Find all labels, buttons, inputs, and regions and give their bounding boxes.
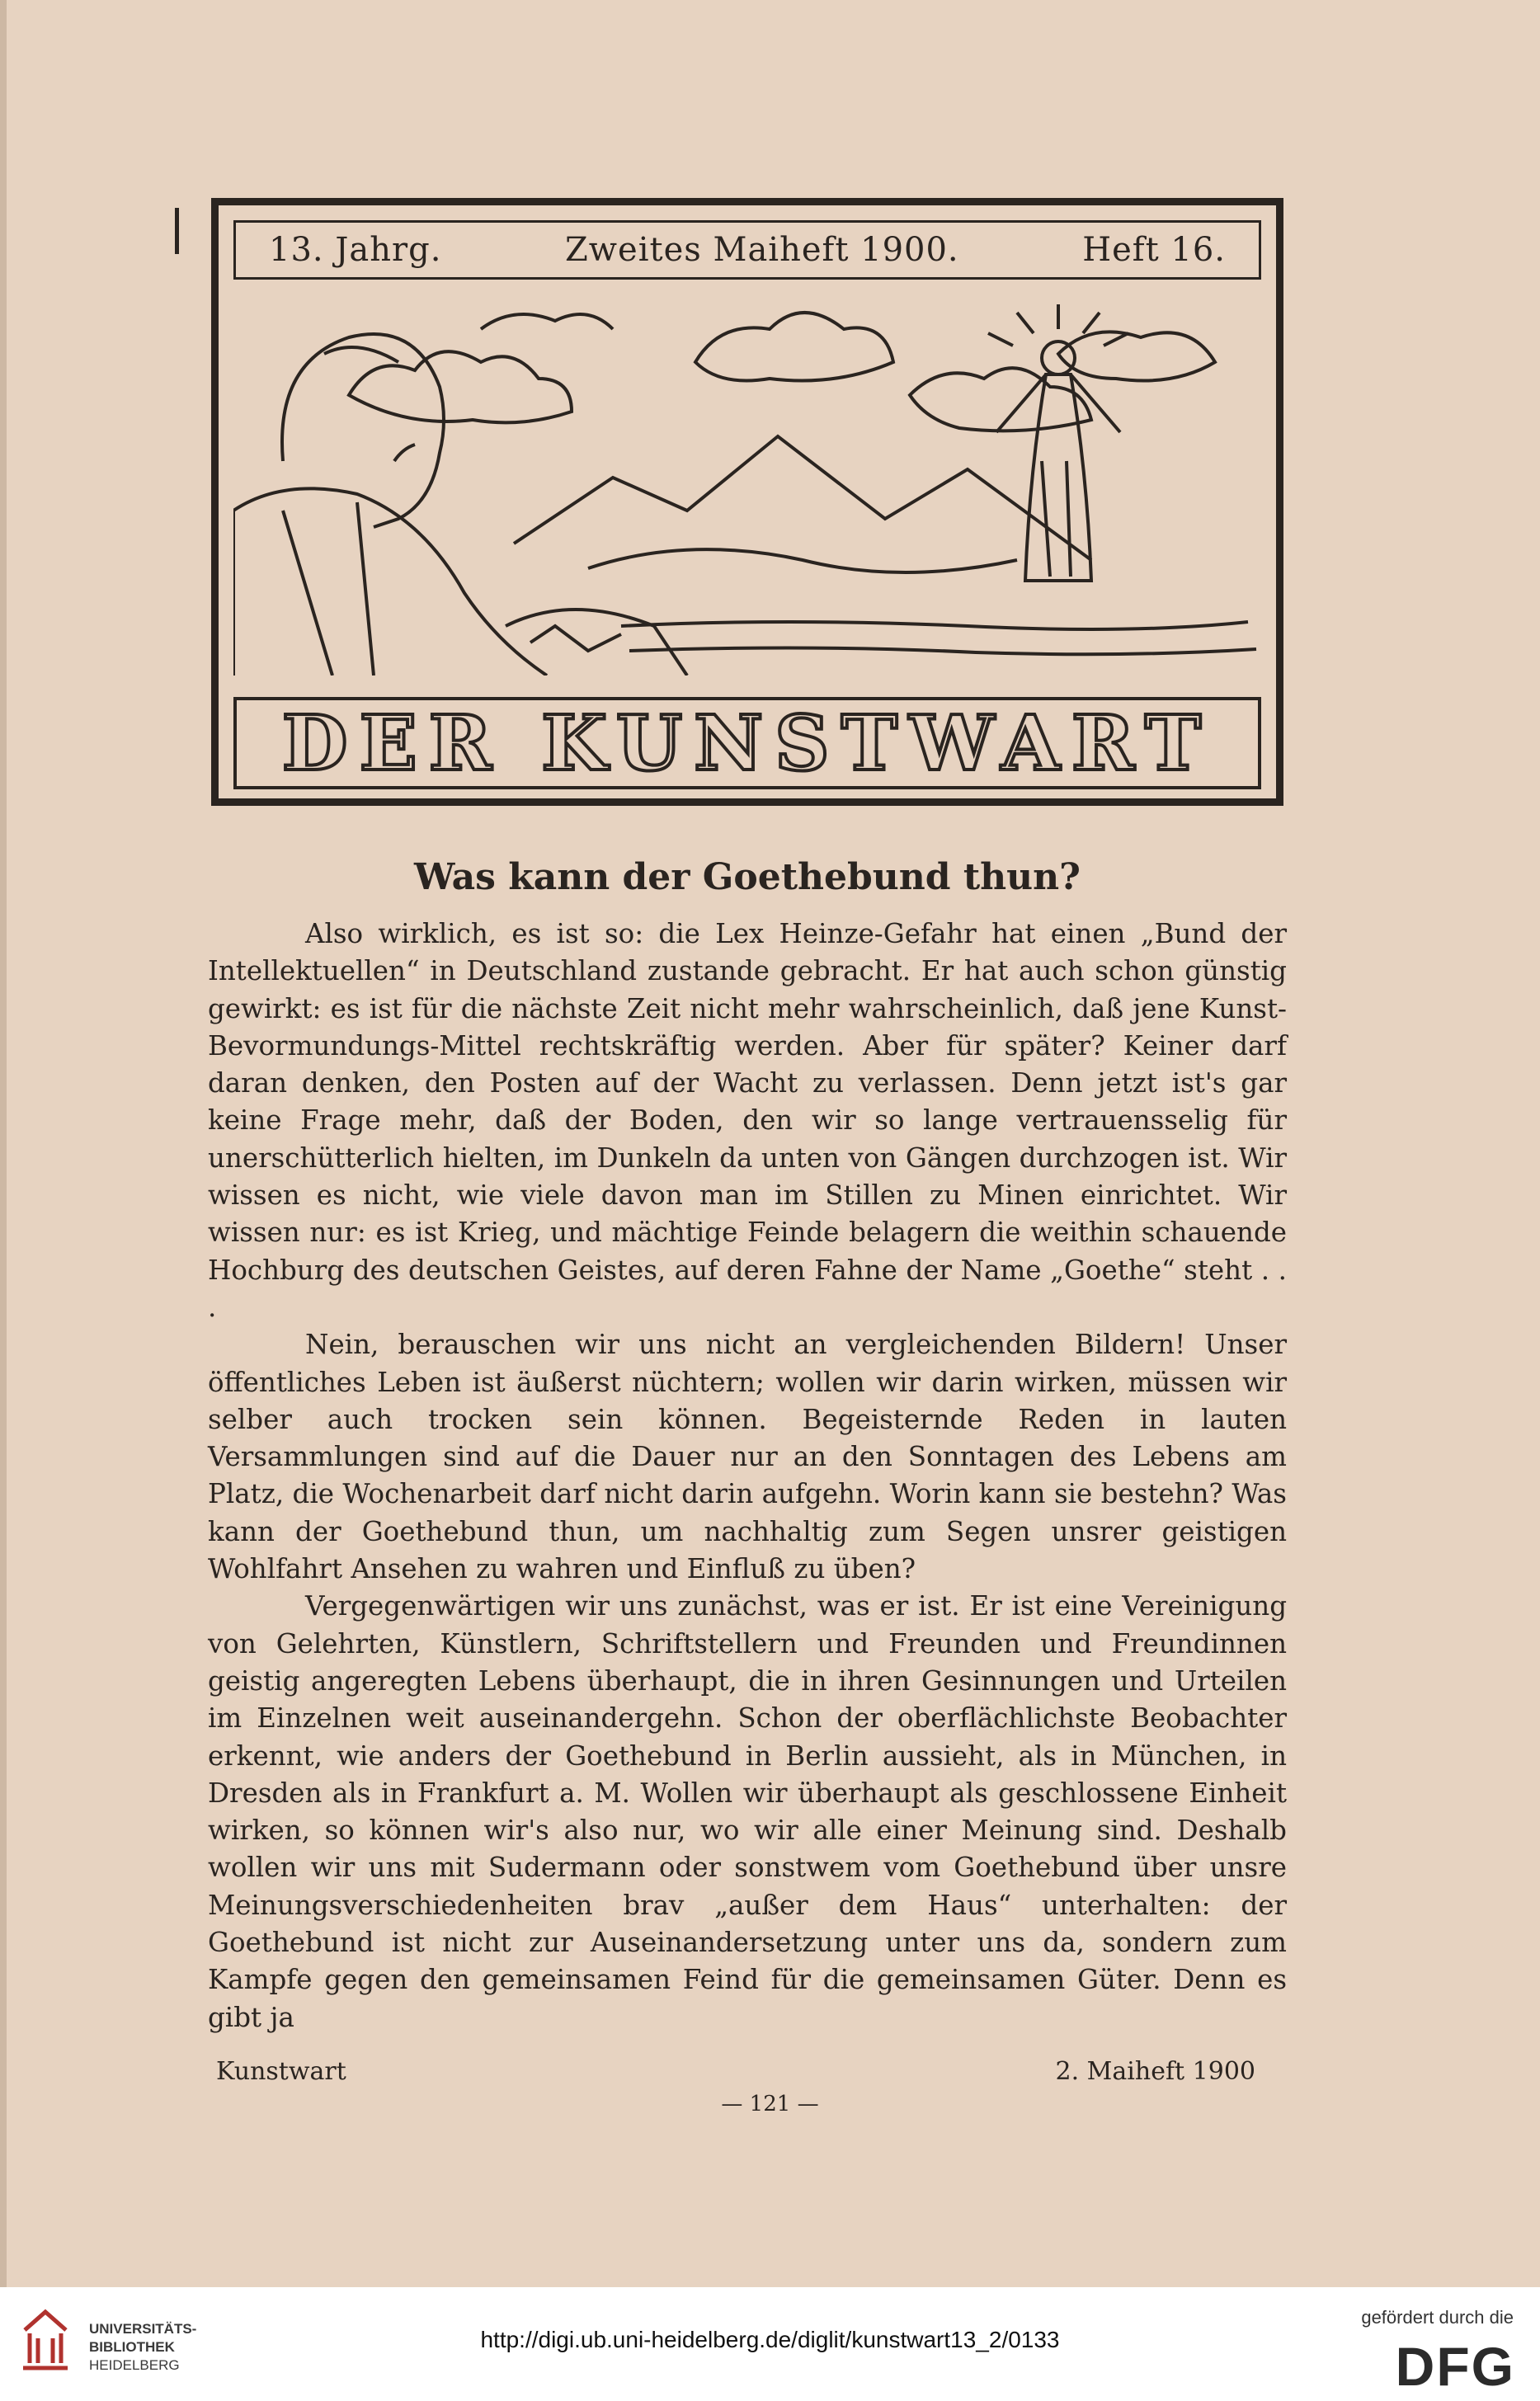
margin-mark [175, 208, 179, 254]
page-number: — 121 — [721, 2092, 819, 2116]
funding-note: gefördert durch die [1361, 2307, 1514, 2328]
running-footer-issue: 2. Maiheft 1900 [1055, 2057, 1255, 2086]
paragraph-1: Also wirklich, es ist so: die Lex Heinze-Gefahr hat einen „Bund der Intellektuellen“ in Deutschland zustande gebracht. Er hat auch schon günstig gewirkt: es ist für die nächste Zeit nicht mehr wahrscheinlich, daß jene Kunst-Bevormundungs-Mittel rechtskräftig werden. Aber für später? Keiner darf daran denken, den Posten auf der Wacht zu verlassen. Denn jetzt ist's gar keine Frage mehr, daß der Boden, den wir so lange vertrauensselig für unerschütterlich hielten, im Dunkeln da unten von Gängen durchzogen ist. Wir wissen es nicht, wie viele davon man im Stillen zu Minen einrichtet. Wir wissen nur: es ist Krieg, und mächtige Feinde belagern die weithin schauende Hochburg des deutschen Geistes, auf deren Fahne der Name „Goethe“ steht . . . [208, 918, 1287, 1323]
volume-label: 13. Jahrg. [269, 231, 442, 269]
dfg-logo: DFG [1395, 2336, 1515, 2397]
library-line-3: HEIDELBERG [89, 2357, 180, 2373]
journal-title: DER KUNSTWART [281, 699, 1213, 788]
source-url[interactable]: http://digi.ub.uni-heidelberg.de/diglit/kunstwart13_2/0133 [480, 2327, 1060, 2352]
article-title: Was kann der Goethebund thun? [414, 856, 1081, 898]
library-line-1: UNIVERSITÄTS- [89, 2321, 197, 2337]
masthead-illustration [233, 296, 1261, 676]
digitization-footer [0, 2287, 1540, 2401]
paragraph-2: Nein, berauschen wir uns nicht an vergleichenden Bildern! Unser öffentliches Leben ist äußerst nüchtern; wollen wir darin wirken, müssen wir selber auch trocken sein können. Begeisternde Reden in lauten Versammlungen sind auf die Dauer nur an den Sonntagen des Lebens am Platz, die Wochenarbeit darf nicht darin aufgehn. Worin kann sie bestehn? Was kann der Goethebund thun, um nachhaltig zum Segen unsrer geistigen Wohlfahrt Ansehen zu wahren und Einfluß zu üben? [208, 1329, 1287, 1585]
journal-title-banner [233, 697, 1261, 789]
masthead [211, 198, 1283, 806]
issue-number: Heft 16. [1082, 231, 1226, 269]
running-footer-journal: Kunstwart [216, 2057, 346, 2086]
library-line-2: BIBLIOTHEK [89, 2339, 175, 2355]
issue-title: Zweites Maiheft 1900. [565, 231, 959, 269]
paragraph-3: Vergegenwärtigen wir uns zunächst, was er ist. Er ist eine Vereinigung von Gelehrten, Künstlern, Schriftstellern und Freunden und Freundinnen geistig angeregten Lebens überhaupt, die in ihren Gesinnungen und Urteilen im Einzelnen weit auseinandergehn. Schon der oberflächlichste Beobachter erkennt, wie anders der Goethebund in Berlin aussieht, als in München, in Dresden als in Frankfurt a. M. Wollen wir überhaupt als geschlossene Einheit wirken, so können wir's also nur, wo wir alle einer Meinung sind. Deshalb wollen wir uns mit Sudermann oder sonstwem vom Goethebund über unsre Meinungsverschiedenheiten brav „außer dem Haus“ unterhalten: der Goethebund ist nicht zur Auseinandersetzung unter uns da, sondern zum Kampfe gegen den gemeinsamen Feind für die gemeinsamen Güter. Denn es gibt ja [208, 1590, 1287, 2033]
article-body [208, 916, 1287, 2036]
masthead-info-bar [233, 220, 1261, 280]
